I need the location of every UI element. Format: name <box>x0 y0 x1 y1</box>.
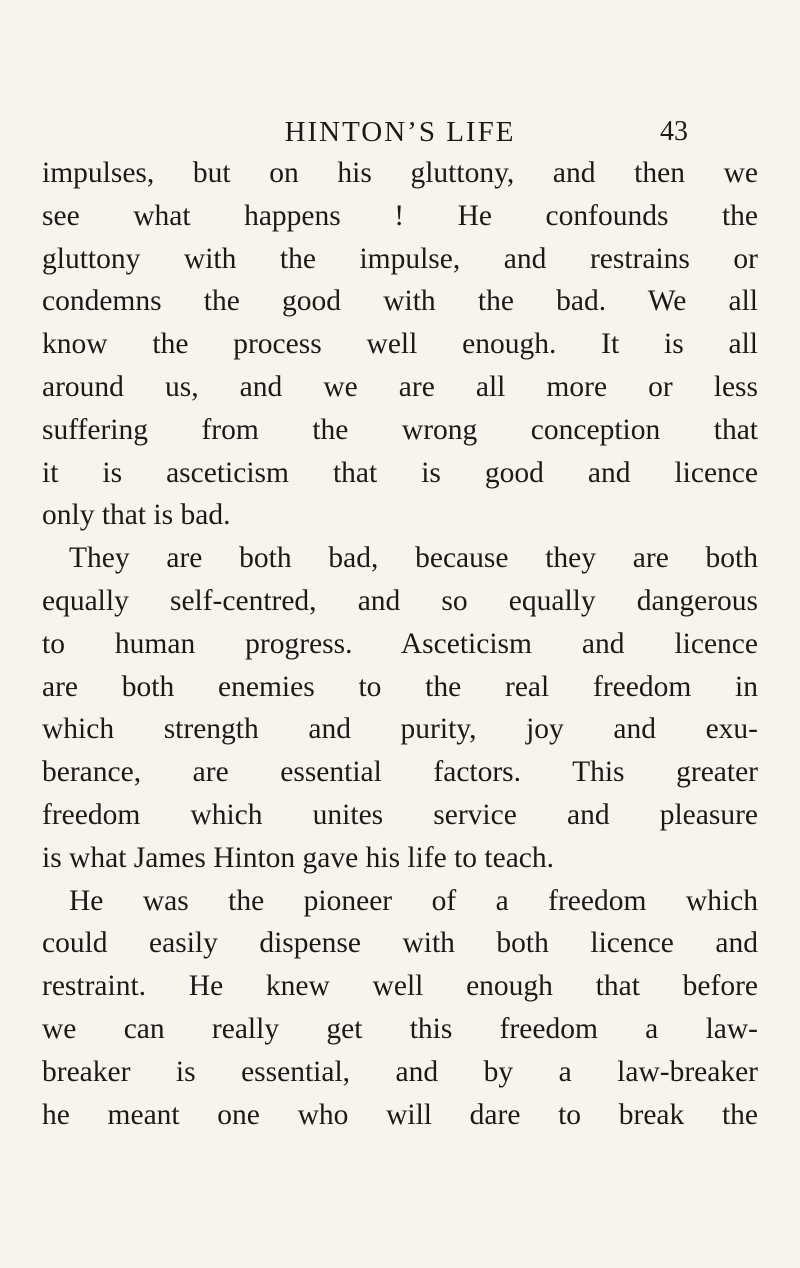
text-line: know the process well enough. It is all <box>42 328 758 361</box>
text-line: it is asceticism that is good and licence <box>42 456 758 489</box>
text-line: suffering from the wrong conception that <box>42 413 758 446</box>
running-head <box>0 112 800 152</box>
running-title: HINTON’S LIFE <box>284 116 516 148</box>
text-line: to human progress. Asceticism and licence <box>42 627 758 660</box>
text-line: gluttony with the impulse, and restrains or <box>42 242 758 275</box>
text-line: only that is bad. <box>42 499 231 532</box>
text-line: impulses, but on his gluttony, and then we <box>42 157 758 189</box>
body-text <box>42 152 758 1136</box>
text-line: They are both bad, because they are both <box>69 542 758 575</box>
text-line: which strength and purity, joy and exu- <box>42 713 758 746</box>
text-line: condemns the good with the bad. We all <box>42 285 758 318</box>
text-line: He was the pioneer of a freedom which <box>69 884 758 917</box>
text-line: around us, and we are all more or less <box>42 370 758 403</box>
text-line: see what happens ! He confounds the <box>42 199 758 232</box>
text-line: could easily dispense with both licence and <box>42 927 758 960</box>
text-line: he meant one who will dare to break the <box>42 1098 758 1131</box>
text-line: berance, are essential factors. This greater <box>42 756 758 789</box>
page-number: 43 <box>660 116 688 147</box>
text-line: freedom which unites service and pleasure <box>42 798 758 831</box>
text-line: equally self-centred, and so equally dangerous <box>42 584 758 617</box>
text-line: is what James Hinton gave his life to teach. <box>42 841 555 874</box>
text-line: breaker is essential, and by a law-breaker <box>42 1055 758 1088</box>
text-line: are both enemies to the real freedom in <box>42 670 758 703</box>
text-line: restraint. He knew well enough that before <box>42 970 758 1003</box>
text-line: we can really get this freedom a law- <box>42 1012 758 1045</box>
